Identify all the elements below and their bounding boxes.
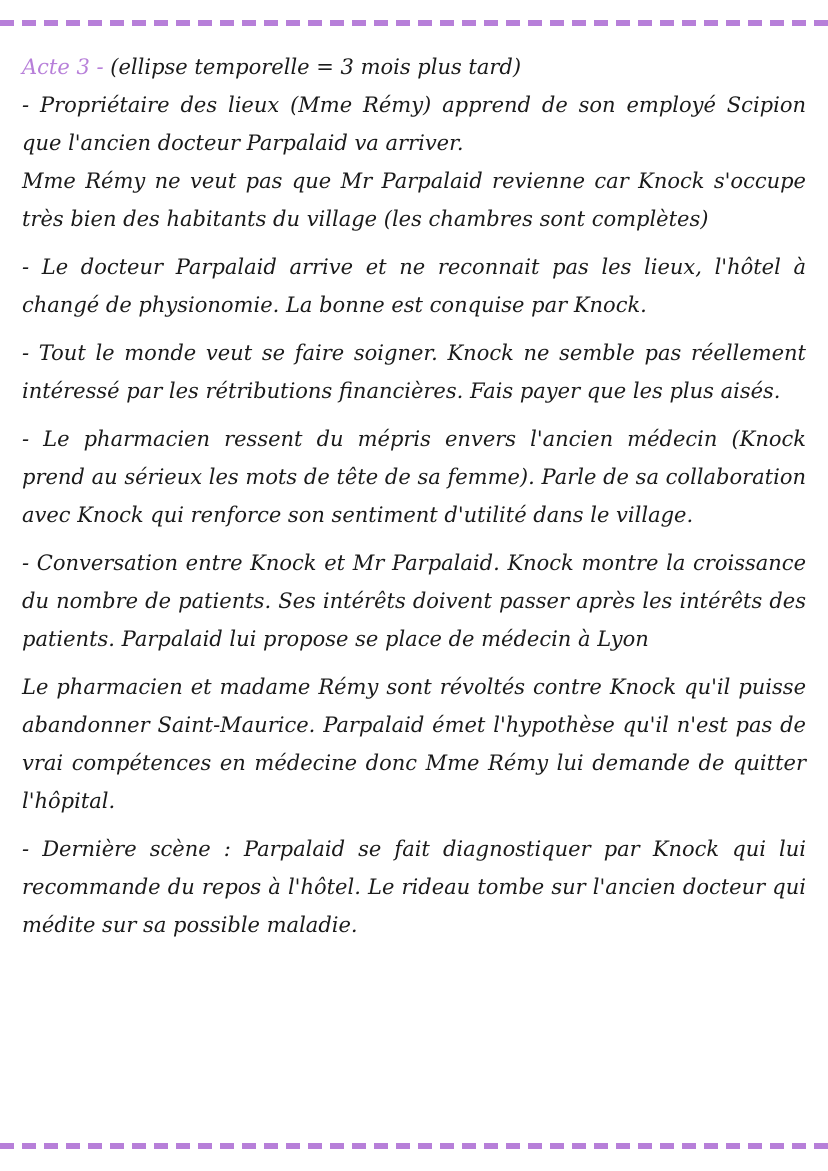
paragraph-5: - Le pharmacien ressent du mépris envers l'ancien médecin (Knock prend au sérieux les mots de tête de sa femme). Parle de sa collaboration avec Knock qui renforce son sentiment d'utilité dans le village. [22, 427, 806, 527]
paragraph-3: - Le docteur Parpalaid arrive et ne reconnait pas les lieux, l'hôtel à changé de physionomie. La bonne est conquise par Knock. [22, 255, 806, 317]
act-label: Acte 3 - [22, 55, 104, 79]
top-dashed-border [0, 20, 828, 26]
paragraph-7: Le pharmacien et madame Rémy sont révoltés contre Knock qu'il puisse abandonner Saint-Maurice. Parpalaid émet l'hypothèse qu'il n'est pas de vrai compétences en médecine donc Mme Rémy lui demande de quitter l'hôpital. [22, 675, 806, 813]
act-heading [22, 48, 806, 86]
paragraph-8: - Dernière scène : Parpalaid se fait diagnostiquer par Knock qui lui recommande du repos à l'hôtel. Le rideau tombe sur l'ancien docteur qui médite sur sa possible maladie. [22, 837, 806, 937]
paragraph-6: - Conversation entre Knock et Mr Parpalaid. Knock montre la croissance du nombre de patients. Ses intérêts doivent passer après les intérêts des patients. Parpalaid lui propose se place de médecin à Lyon [22, 551, 806, 651]
paragraph-1: - Propriétaire des lieux (Mme Rémy) apprend de son employé Scipion que l'ancien docteur Parpalaid va arriver. [22, 93, 806, 155]
paragraph-4: - Tout le monde veut se faire soigner. Knock ne semble pas réellement intéressé par les rétributions financières. Fais payer que les plus aisés. [22, 341, 806, 403]
act-note: (ellipse temporelle = 3 mois plus tard) [110, 55, 522, 79]
notes-content [22, 48, 806, 944]
paragraph-2: Mme Rémy ne veut pas que Mr Parpalaid revienne car Knock s'occupe très bien des habitants du village (les chambres sont complètes) [22, 169, 806, 231]
bottom-dashed-border [0, 1143, 828, 1149]
